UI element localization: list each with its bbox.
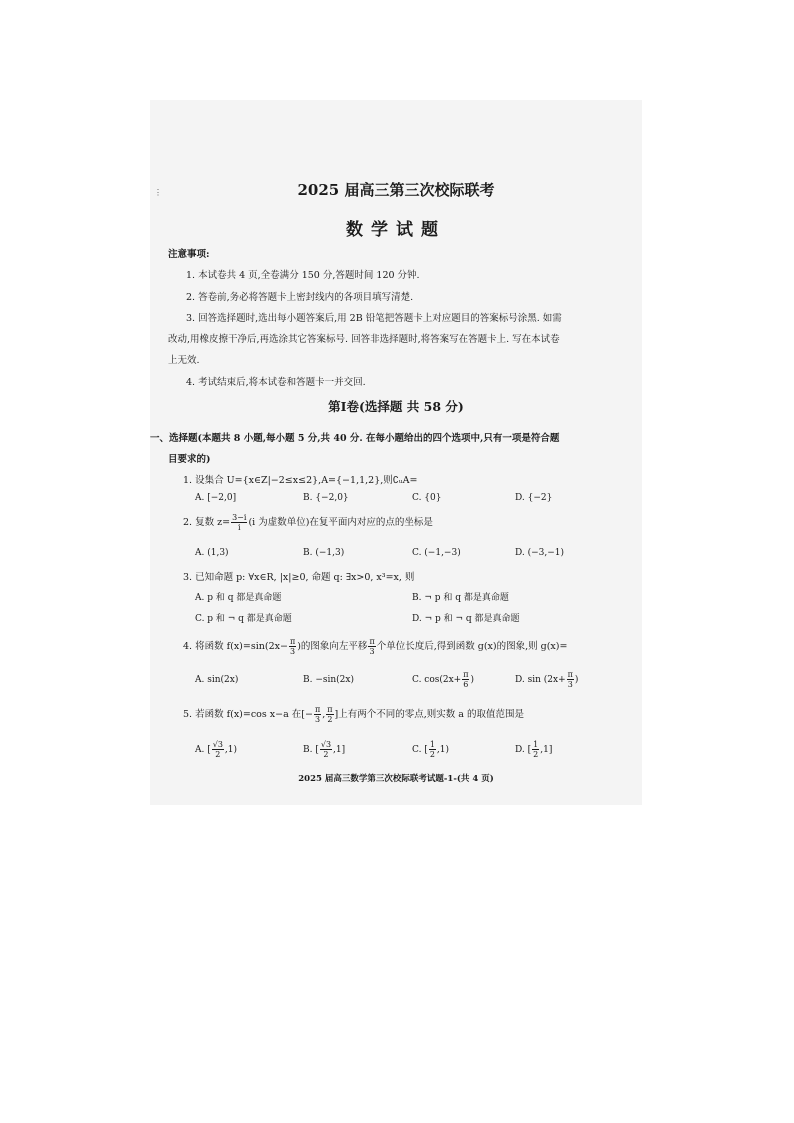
q4-option-a: A. sin(2x) xyxy=(195,675,239,685)
q5-opt-a-num: √3 xyxy=(212,740,223,749)
q4-opt-d-frac xyxy=(567,670,574,689)
page-footer: 2025 届高三数学第三次校际联考试题-1-(共 4 页) xyxy=(298,774,494,784)
q2-option-b: B. (−1,3) xyxy=(303,548,345,558)
q4-opt-c-start: C. cos(2x+ xyxy=(412,675,462,685)
question-1-stem: 1. 设集合 U={x∈Z|−2≤x≤2},A={−1,1,2},则∁ᵤA= xyxy=(183,475,418,486)
q5-opt-d-den: 2 xyxy=(533,750,539,759)
section-title: 第Ⅰ卷(选择题 共 58 分) xyxy=(328,399,464,414)
q4-option-d xyxy=(515,670,578,689)
q5-option-c xyxy=(412,740,449,759)
note-3-cont: 改动,用橡皮擦干净后,再选涂其它答案标号. 回答非选择题时,将答案写在答题卡上. 写在本试卷 xyxy=(168,334,560,345)
q5-opt-b-end: ,1] xyxy=(333,745,346,755)
exam-page xyxy=(150,100,642,805)
q5-stem-comma: , xyxy=(322,709,326,720)
q4-opt-d-start: D. sin (2x+ xyxy=(515,675,566,685)
q4-option-b: B. −sin(2x) xyxy=(303,675,354,685)
q5-frac-a xyxy=(314,705,321,724)
q2-option-a: A. (1,3) xyxy=(195,548,229,558)
q4-opt-d-end: ) xyxy=(574,675,579,685)
note-3: 3. 回答选择题时,选出每小题答案后,用 2B 铅笔把答题卡上对应题目的答案标号涂黑. 如需 xyxy=(186,313,562,324)
q5-stem-start: 5. 若函数 f(x)=cos x−a 在[− xyxy=(183,709,313,720)
q4-pi-over-3-b xyxy=(368,637,375,656)
q4-frac-a-num: π xyxy=(289,637,296,646)
q4-opt-c-frac xyxy=(462,670,469,689)
q3-option-c: C. p 和 ¬ q 都是真命题 xyxy=(195,614,292,624)
part-heading-cont: 目要求的) xyxy=(168,454,211,465)
note-4: 4. 考试结束后,将本试卷和答题卡一并交回. xyxy=(186,377,366,388)
q5-option-b xyxy=(303,740,345,759)
q5-opt-d-start: D. [ xyxy=(515,745,532,755)
q5-opt-c-den: 2 xyxy=(429,750,435,759)
q5-opt-b-den: 2 xyxy=(323,750,329,759)
q5-frac-a-den: 3 xyxy=(315,715,321,724)
q3-option-d: D. ¬ p 和 ¬ q 都是真命题 xyxy=(412,614,520,624)
q5-opt-c-end: ,1) xyxy=(436,745,450,755)
q5-frac-a-num: π xyxy=(314,705,321,714)
note-3-end: 上无效. xyxy=(168,355,200,366)
q5-frac-b-num: π xyxy=(327,705,333,714)
q5-stem-end: ]上有两个不同的零点,则实数 a 的取值范围是 xyxy=(334,709,524,720)
q4-opt-c-den: 6 xyxy=(463,680,469,689)
q4-opt-c-end: ) xyxy=(470,675,474,685)
q2-fraction-numerator: 3−i xyxy=(232,513,247,522)
q5-opt-a-end: ,1) xyxy=(224,745,238,755)
q4-frac-b-num: π xyxy=(369,637,375,646)
q4-pi-over-3-a xyxy=(289,637,296,656)
q4-stem-start: 4. 将函数 f(x)=sin(2x− xyxy=(183,641,288,652)
q3-option-b: B. ¬ p 和 q 都是真命题 xyxy=(412,593,509,603)
question-5-stem xyxy=(183,705,524,724)
part-heading: 一、选择题(本题共 8 小题,每小题 5 分,共 40 分. 在每小题给出的四个选项中,只有一项是符合题 xyxy=(150,433,560,444)
q1-option-c: C. {0} xyxy=(412,493,442,503)
q1-option-d: D. {−2} xyxy=(515,493,553,503)
margin-mark: ⋮ xyxy=(154,188,162,197)
question-4-stem xyxy=(183,637,567,656)
q4-opt-d-num: π xyxy=(567,670,573,679)
q2-fraction xyxy=(231,513,247,532)
q1-option-b: B. {−2,0} xyxy=(303,493,349,503)
q5-opt-a-start: A. [ xyxy=(195,745,211,755)
q2-option-c: C. (−1,−3) xyxy=(412,548,461,558)
q5-opt-d-end: ,1] xyxy=(540,745,553,755)
q5-option-d xyxy=(515,740,552,759)
q1-option-a: A. [−2,0] xyxy=(195,493,237,503)
q5-opt-b-start: B. [ xyxy=(303,745,319,755)
q5-opt-c-start: C. [ xyxy=(412,745,428,755)
notes-heading: 注意事项: xyxy=(168,249,210,260)
q2-fraction-denominator: i xyxy=(237,523,241,532)
q5-option-a xyxy=(195,740,237,759)
q5-opt-d-frac xyxy=(532,740,539,759)
q4-opt-d-den: 3 xyxy=(567,680,573,689)
q2-stem-end: (i 为虚数单位)在复平面内对应的点的坐标是 xyxy=(248,517,433,528)
subject-title: 数学试题 xyxy=(346,220,446,240)
note-1: 1. 本试卷共 4 页,全卷满分 150 分,答题时间 120 分钟. xyxy=(186,270,420,281)
q5-opt-b-frac xyxy=(320,740,332,759)
q4-frac-b-den: 3 xyxy=(369,647,375,656)
q4-opt-c-num: π xyxy=(463,670,469,679)
q5-opt-d-num: 1 xyxy=(533,740,539,749)
q5-opt-a-frac xyxy=(212,740,224,759)
question-3-stem: 3. 已知命题 p: ∀x∈R, |x|≥0, 命题 q: ∃x>0, x³=x, 则 xyxy=(183,572,415,583)
exam-title: 2025 届高三第三次校际联考 xyxy=(297,181,495,199)
q4-stem-end: 个单位长度后,得到函数 g(x)的图象,则 g(x)= xyxy=(376,641,568,652)
q2-stem-start: 2. 复数 z= xyxy=(183,517,231,528)
q5-opt-b-num: √3 xyxy=(320,740,332,749)
q5-opt-c-num: 1 xyxy=(429,740,435,749)
q5-opt-a-den: 2 xyxy=(215,750,221,759)
q2-option-d: D. (−3,−1) xyxy=(515,548,565,558)
q5-opt-c-frac xyxy=(429,740,436,759)
q5-frac-b-den: 2 xyxy=(327,715,333,724)
q4-stem-mid: )的图象向左平移 xyxy=(297,641,368,652)
q3-option-a: A. p 和 q 都是真命题 xyxy=(195,593,282,603)
question-2-stem xyxy=(183,513,433,532)
q5-frac-b xyxy=(326,705,333,724)
note-2: 2. 答卷前,务必将答题卡上密封线内的各项目填写清楚. xyxy=(186,292,414,303)
q4-option-c xyxy=(412,670,474,689)
q4-frac-a-den: 3 xyxy=(290,647,296,656)
